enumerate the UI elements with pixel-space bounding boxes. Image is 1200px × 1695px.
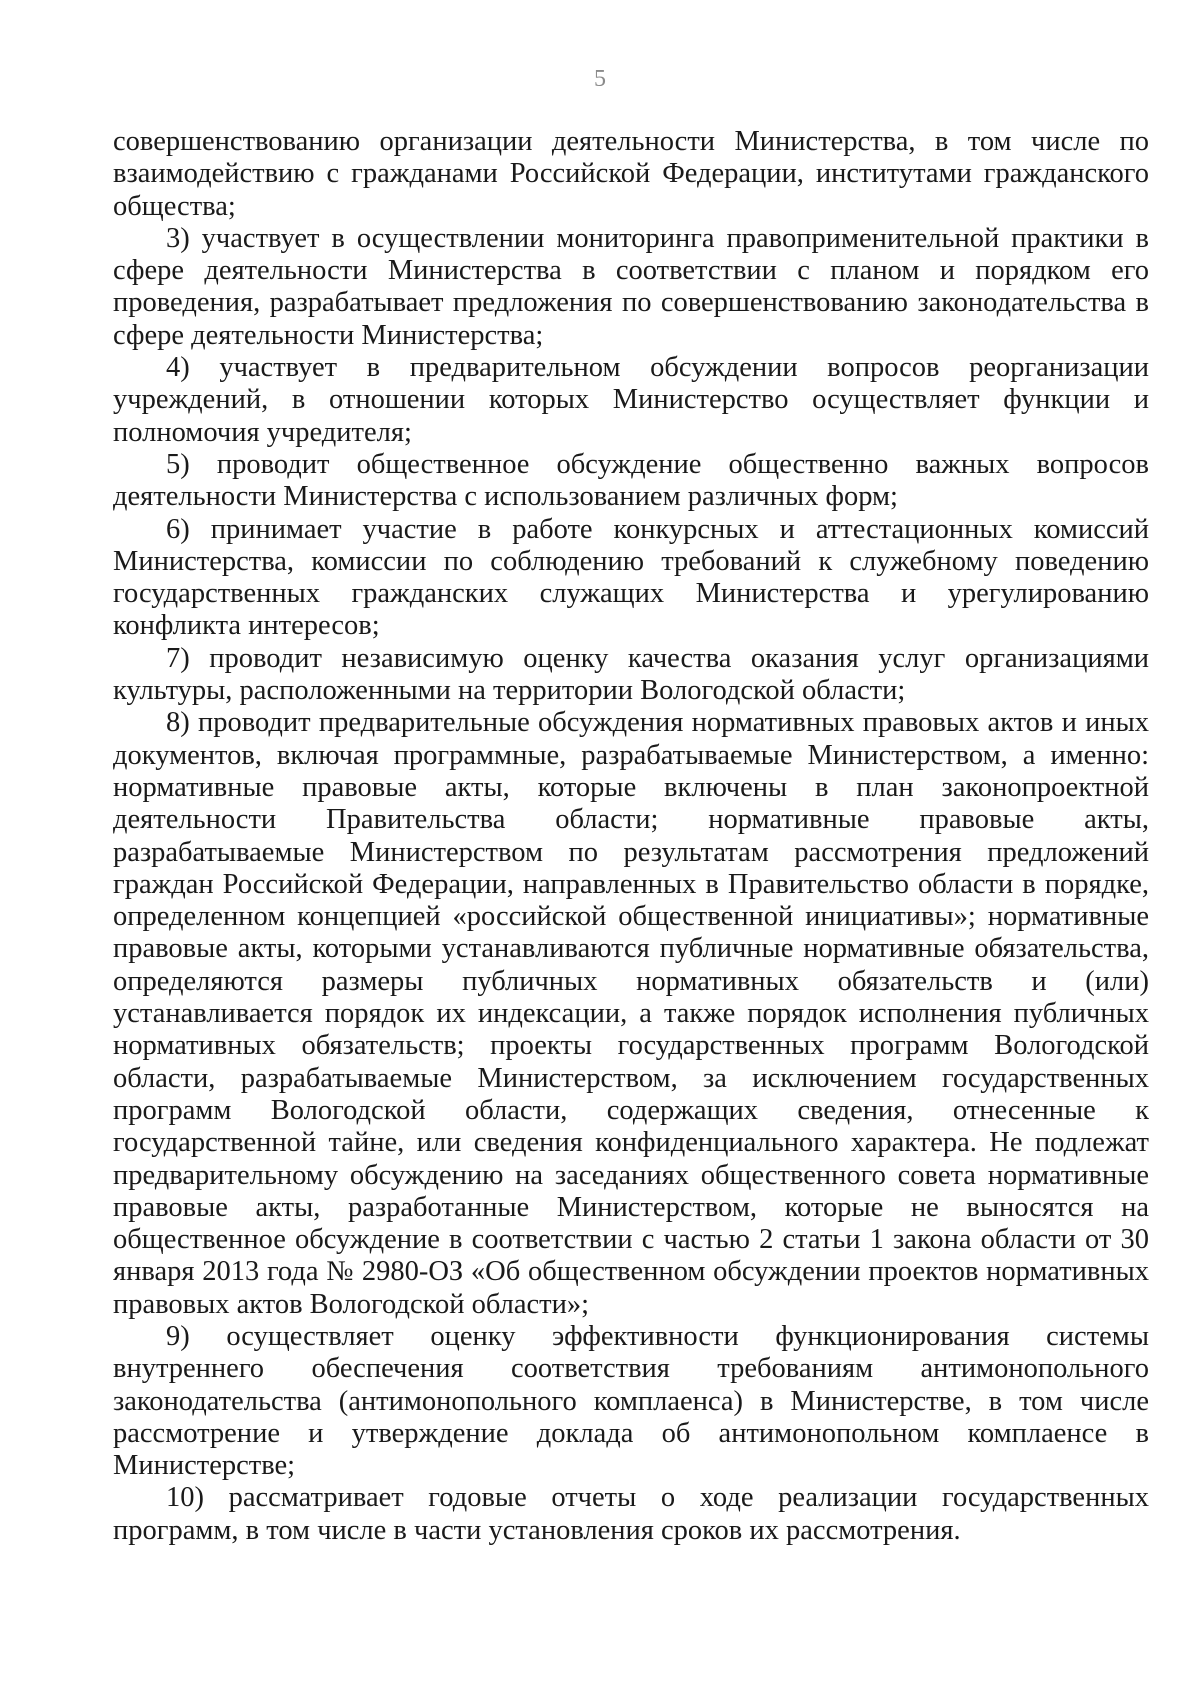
page-number: 5	[594, 66, 606, 92]
document-body	[113, 126, 1149, 1547]
paragraph-item-9: 9) осуществляет оценку эффективности функционирования системы внутреннего обеспечения соответствия требованиям антимонопольного законодательства (антимонопольного комплаенса) в Министерстве, в том числе рассмотрение и утверждение доклада об антимонопольном комплаенсе в Министерстве;	[113, 1320, 1149, 1482]
paragraph-item-8: 8) проводит предварительные обсуждения нормативных правовых актов и иных документов, включая программные, разрабатываемые Министерством, а именно: нормативные правовые акты, которые включены в план законопроектной деятельности Правительства области; нормативные правовые акты, разрабатываемые Министерством по результатам рассмотрения предложений граждан Российской Федерации, направленных в Правительство области в порядке, определенном концепцией «российской общественной инициативы»; нормативные правовые акты, которыми устанавливаются публичные нормативные обязательства, определяются размеры публичных нормативных обязательств и (или) устанавливается порядок их индексации, а также порядок исполнения публичных нормативных обязательств; проекты государственных программ Вологодской области, разрабатываемые Министерством, за исключением государственных программ Вологодской области, содержащих сведения, отнесенные к государственной тайне, или сведения конфиденциального характера. Не подлежат предварительному обсуждению на заседаниях общественного совета нормативные правовые акты, разработанные Министерством, которые не выносятся на общественное обсуждение в соответствии с частью 2 статьи 1 закона области от 30 января 2013 года № 2980-ОЗ «Об общественном обсуждении проектов нормативных правовых актов Вологодской области»;	[113, 707, 1149, 1320]
paragraph-item-6: 6) принимает участие в работе конкурсных и аттестационных комиссий Министерства, комиссии по соблюдению требований к служебному поведению государственных гражданских служащих Министерства и урегулированию конфликта интересов;	[113, 513, 1149, 642]
paragraph-item-3: 3) участвует в осуществлении мониторинга правоприменительной практики в сфере деятельности Министерства в соответствии с планом и порядком его проведения, разрабатывает предложения по совершенствованию законодательства в сфере деятельности Министерства;	[113, 222, 1149, 351]
paragraph-item-7: 7) проводит независимую оценку качества оказания услуг организациями культуры, расположенными на территории Вологодской области;	[113, 642, 1149, 707]
paragraph-item-5: 5) проводит общественное обсуждение общественно важных вопросов деятельности Министерства с использованием различных форм;	[113, 448, 1149, 513]
paragraph-continuation: совершенствованию организации деятельности Министерства, в том числе по взаимодействию с гражданами Российской Федерации, институтами гражданского общества;	[113, 126, 1149, 222]
paragraph-item-10: 10) рассматривает годовые отчеты о ходе реализации государственных программ, в том числе в части установления сроков их рассмотрения.	[113, 1482, 1149, 1546]
paragraph-item-4: 4) участвует в предварительном обсуждении вопросов реорганизации учреждений, в отношении которых Министерство осуществляет функции и полномочия учредителя;	[113, 352, 1149, 448]
